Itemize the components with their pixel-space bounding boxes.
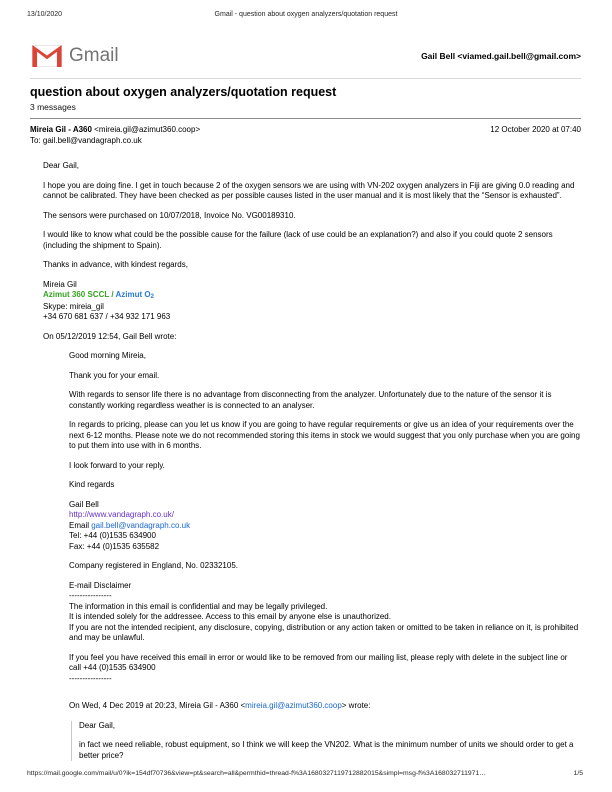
email-content xyxy=(30,40,581,763)
email-disclaimer xyxy=(69,581,581,685)
paragraph: In regards to pricing, please can you let us know if you are going to have regular requirements or give us an idea of your requirements over the next 6-12 months. Please note we do not recommended storing this items in stock we would suggest that you only purchase when you are going to put them into use with in 6 months. xyxy=(69,420,580,450)
signature-tel: Tel: +44 (0)1535 634900 xyxy=(69,531,156,540)
message-from xyxy=(30,125,200,134)
company-name-blue: Azimut O xyxy=(115,290,151,299)
disclaimer-line: The information in this email is confidential and may be legally privileged. xyxy=(69,601,328,611)
account-identity: Gail Bell <viamed.gail.bell@gmail.com> xyxy=(421,51,581,61)
quoted-reply xyxy=(69,351,581,761)
message-meta-row xyxy=(30,125,581,134)
signature-skype: Skype: mireia_gil xyxy=(43,301,104,311)
sender-email: <mireia.gil@azimut360.coop> xyxy=(91,125,201,134)
paragraph: Thank you for your email. xyxy=(69,370,160,380)
greeting: Good morning Mireia, xyxy=(69,351,146,360)
quote-intro: On 05/12/2019 12:54, Gail Bell wrote: xyxy=(43,331,177,341)
gmail-envelope-icon xyxy=(32,45,62,67)
page-number: 1/5 xyxy=(573,770,583,777)
print-header xyxy=(27,11,585,18)
paragraph: in fact we need reliable, robust equipment, so I think we will keep the VN202. What is the minimum number of units we should order to get a better price? xyxy=(79,740,574,760)
disclaimer-divider: ---------------- xyxy=(69,591,112,600)
gail-signature xyxy=(69,500,581,553)
nested-quote-intro xyxy=(69,701,581,712)
signature-phones: +34 670 681 637 / +34 932 171 963 xyxy=(43,312,171,321)
quote-intro-text: On Wed, 4 Dec 2019 at 20:23, Mireia Gil - A360 < xyxy=(69,701,246,710)
paragraph: I hope you are doing fine. I get in touch because 2 of the oxygen sensors we are using with VN-202 oxygen analyzers in Fiji are giving 0.0 reading and cannot be calibrated. They have been checked as per possible causes listed in the user manual and it is most likely that the “Sensor is exhausted”. xyxy=(43,180,575,200)
paragraph: The sensors were purchased on 10/07/2018, Invoice No. VG00189310. xyxy=(43,210,296,220)
company-name-subscript: 2 xyxy=(150,294,154,300)
signature-company xyxy=(43,290,581,302)
print-header-date: 13/10/2020 xyxy=(27,11,63,18)
email-link[interactable]: gail.bell@vandagraph.co.uk xyxy=(91,520,191,530)
sender-email-link[interactable]: mireia.gil@azimut360.coop xyxy=(245,701,342,710)
message-count: 3 messages xyxy=(30,102,76,112)
company-registration: Company registered in England, No. 02332105. xyxy=(69,561,238,570)
gmail-logo-text: Gmail xyxy=(69,45,119,66)
email-label: Email xyxy=(69,520,92,530)
divider-thread xyxy=(30,118,581,119)
paragraph: I would like to know what could be the possible cause for the failure (lack of use could be an explanation?) and also if you could quote 2 sensors (including the shipment to Spain). xyxy=(43,230,553,250)
message-date: 12 October 2020 at 07:40 xyxy=(490,125,581,134)
signature-fax: Fax: +44 (0)1535 635582 xyxy=(69,541,160,551)
sender-signature xyxy=(43,280,581,323)
gmail-logo xyxy=(32,45,119,67)
recipient-line: To: gail.bell@vandagraph.co.uk xyxy=(30,136,142,145)
divider-top xyxy=(30,78,581,79)
print-header-title: Gmail - question about oxygen analyzers/quotation request xyxy=(214,11,398,18)
signature-name: Gail Bell xyxy=(69,499,99,509)
signature-email-line xyxy=(69,521,581,532)
disclaimer-divider: ---------------- xyxy=(69,673,112,683)
disclaimer-line: If you are not the intended recipient, any disclosure, copying, distribution or any action taken or omitted to be taken in reliance on it, is prohibited and may be unlawful. xyxy=(69,622,579,642)
quote-intro-text: > wrote: xyxy=(341,701,371,710)
nested-quoted-message xyxy=(71,721,581,762)
closing: Kind regards xyxy=(69,480,115,489)
print-footer xyxy=(27,770,585,777)
sender-name: Mireia Gil - A360 xyxy=(30,125,92,134)
print-footer-url: https://mail.google.com/mail/u/0?ik=154df70736&view=pt&search=all&permthid=thread-f%3A1680327119712882015&simpl=msg-f%3A168032711971… xyxy=(27,770,487,777)
disclaimer-line: If you feel you have received this email in error or would like to be removed from our mailing list, please reply with delete in the subject line or call +44 (0)1535 634900 xyxy=(69,652,568,672)
website-link[interactable]: http://www.vandagraph.co.uk/ xyxy=(69,510,174,519)
greeting: Dear Gail, xyxy=(43,161,80,170)
message-body xyxy=(43,161,581,761)
paragraph: I look forward to your reply. xyxy=(69,460,165,470)
thread-subject: question about oxygen analyzers/quotation request xyxy=(30,85,337,99)
disclaimer-title: E-mail Disclaimer xyxy=(69,580,132,590)
disclaimer-line: It is intended solely for the addressee. Access to this email by anyone else is unauthorized. xyxy=(69,612,391,621)
paragraph: With regards to sensor life there is no advantage from disconnecting from the analyzer. Unfortunately due to the nature of the sensor it is constantly working regardless weather is is connected to an analyser. xyxy=(69,390,552,410)
company-name-green: Azimut 360 SCCL / xyxy=(43,290,116,299)
gmail-header-bar xyxy=(30,40,581,74)
paragraph: Thanks in advance, with kindest regards, xyxy=(43,260,188,269)
signature-name: Mireia Gil xyxy=(43,279,77,289)
greeting: Dear Gail, xyxy=(79,720,116,730)
